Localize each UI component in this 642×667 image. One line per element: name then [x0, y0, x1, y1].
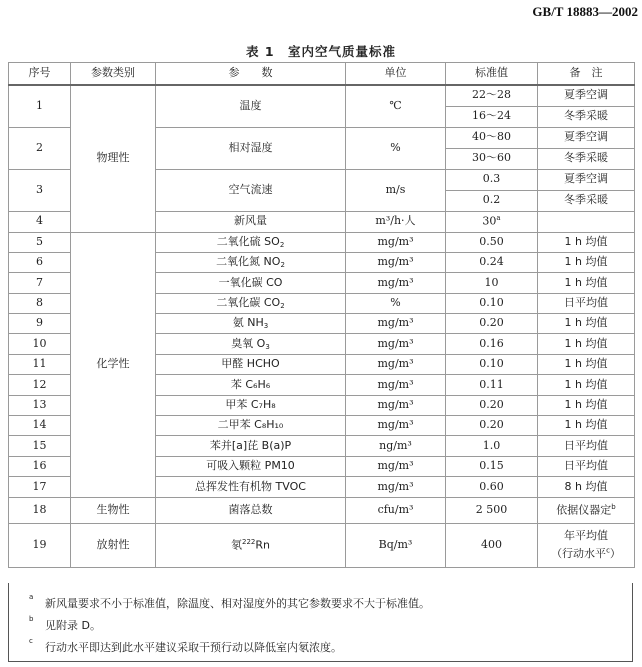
- param-cell: 氨 $NH_3$: [156, 314, 346, 334]
- category-chemical: 化学性: [71, 232, 156, 497]
- param-cell: 相对湿度: [156, 127, 346, 169]
- table-row: [9, 85, 635, 106]
- table-row: [9, 497, 635, 523]
- value-cell: 30$^a$: [446, 211, 538, 232]
- note-cell: 日平均值: [538, 456, 635, 476]
- col-header-unit: 单位: [346, 63, 446, 86]
- unit-cell: mg/m³: [346, 395, 446, 415]
- footnote-c: c 行动水平即达到此水平建议采取干预行动以降低室内氡浓度。: [29, 637, 342, 654]
- standard-code: GB/T 18883—2002: [532, 4, 638, 19]
- unit-cell: cfu/m³: [346, 497, 446, 523]
- unit-cell: Bq/m³: [346, 523, 446, 567]
- table-row: [9, 232, 635, 252]
- note-cell: 1 h 均值: [538, 334, 635, 354]
- note-cell: 冬季采暖: [538, 190, 635, 211]
- row-no: 17: [9, 477, 71, 497]
- unit-cell: mg/m³: [346, 252, 446, 272]
- value-cell: 0.3: [446, 169, 538, 190]
- unit-cell: mg/m³: [346, 375, 446, 395]
- category-biological: 生物性: [71, 497, 156, 523]
- param-cell: 二氧化氮 $NO_2$: [156, 252, 346, 272]
- row-no: 18: [9, 497, 71, 523]
- col-header-no: 序号: [9, 63, 71, 86]
- unit-cell: %: [346, 127, 446, 169]
- row-no: 1: [9, 85, 71, 127]
- value-cell: 0.20: [446, 416, 538, 436]
- note-cell: 1 h 均值: [538, 232, 635, 252]
- unit-cell: mg/m³: [346, 416, 446, 436]
- param-cell: 甲苯 C₇H₈: [156, 395, 346, 415]
- row-no: 15: [9, 436, 71, 456]
- col-header-remarks: 备 注: [538, 63, 635, 86]
- note-cell: 1 h 均值: [538, 314, 635, 334]
- param-cell: 总挥发性有机物 TVOC: [156, 477, 346, 497]
- param-cell: 一氧化碳 CO: [156, 273, 346, 293]
- col-header-category: 参数类别: [71, 63, 156, 86]
- value-cell: 0.20: [446, 314, 538, 334]
- unit-cell: %: [346, 293, 446, 313]
- param-cell: 菌落总数: [156, 497, 346, 523]
- param-cell: 可吸入颗粒 PM10: [156, 456, 346, 476]
- note-cell: 日平均值: [538, 436, 635, 456]
- note-cell: 8 h 均值: [538, 477, 635, 497]
- value-cell: 0.11: [446, 375, 538, 395]
- unit-cell: m/s: [346, 169, 446, 211]
- row-no: 9: [9, 314, 71, 334]
- footnotes: [8, 583, 633, 662]
- note-cell: 年平均值 （行动水平$^c$）: [538, 523, 635, 567]
- value-cell: 2 500: [446, 497, 538, 523]
- value-cell: 0.50: [446, 232, 538, 252]
- value-cell: 0.10: [446, 293, 538, 313]
- row-no: 19: [9, 523, 71, 567]
- param-cell: 氡$^{222}$Rn: [156, 523, 346, 567]
- indoor-air-quality-table: [8, 62, 635, 568]
- note-cell: 1 h 均值: [538, 273, 635, 293]
- row-no: 8: [9, 293, 71, 313]
- note-cell: 夏季空调: [538, 127, 635, 148]
- note-cell: 依据仪器定$^b$: [538, 497, 635, 523]
- row-no: 2: [9, 127, 71, 169]
- param-cell: 新风量: [156, 211, 346, 232]
- value-cell: 0.60: [446, 477, 538, 497]
- unit-cell: m³/h·人: [346, 211, 446, 232]
- param-cell: 二氧化硫 $SO_2$: [156, 232, 346, 252]
- note-cell: 1 h 均值: [538, 354, 635, 374]
- unit-cell: mg/m³: [346, 273, 446, 293]
- unit-cell: mg/m³: [346, 314, 446, 334]
- row-no: 3: [9, 169, 71, 211]
- value-cell: 1.0: [446, 436, 538, 456]
- value-cell: 40～80: [446, 127, 538, 148]
- note-cell: 1 h 均值: [538, 252, 635, 272]
- note-cell: [538, 211, 635, 232]
- note-cell: 1 h 均值: [538, 416, 635, 436]
- unit-cell: mg/m³: [346, 232, 446, 252]
- param-cell: 苯并[a]芘 B(a)P: [156, 436, 346, 456]
- note-cell: 夏季空调: [538, 85, 635, 106]
- unit-cell: mg/m³: [346, 334, 446, 354]
- row-no: 11: [9, 354, 71, 374]
- category-radioactive: 放射性: [71, 523, 156, 567]
- param-cell: 甲醛 HCHO: [156, 354, 346, 374]
- footnote-a: a 新风量要求不小于标准值，除温度、相对湿度外的其它参数要求不大于标准值。: [29, 593, 430, 610]
- row-no: 4: [9, 211, 71, 232]
- row-no: 14: [9, 416, 71, 436]
- note-cell: 夏季空调: [538, 169, 635, 190]
- value-cell: 10: [446, 273, 538, 293]
- value-cell: 0.16: [446, 334, 538, 354]
- value-cell: 0.15: [446, 456, 538, 476]
- row-no: 7: [9, 273, 71, 293]
- unit-cell: mg/m³: [346, 477, 446, 497]
- value-cell: 0.24: [446, 252, 538, 272]
- value-cell: 30～60: [446, 148, 538, 169]
- unit-cell: ng/m³: [346, 436, 446, 456]
- col-header-parameter: 参 数: [156, 63, 346, 86]
- row-no: 5: [9, 232, 71, 252]
- table-row: [9, 523, 635, 567]
- note-cell: 冬季采暖: [538, 106, 635, 127]
- value-cell: 0.20: [446, 395, 538, 415]
- value-cell: 16～24: [446, 106, 538, 127]
- unit-cell: mg/m³: [346, 354, 446, 374]
- param-cell: 苯 C₆H₆: [156, 375, 346, 395]
- category-physical: 物理性: [71, 85, 156, 232]
- param-cell: 二氧化碳 $CO_2$: [156, 293, 346, 313]
- footnote-b: b 见附录 D。: [29, 615, 101, 632]
- unit-cell: mg/m³: [346, 456, 446, 476]
- value-cell: 0.2: [446, 190, 538, 211]
- note-cell: 日平均值: [538, 293, 635, 313]
- param-cell: 空气流速: [156, 169, 346, 211]
- param-cell: 温度: [156, 85, 346, 127]
- note-cell: 冬季采暖: [538, 148, 635, 169]
- row-no: 12: [9, 375, 71, 395]
- col-header-standard-value: 标准值: [446, 63, 538, 86]
- row-no: 13: [9, 395, 71, 415]
- param-cell: 二甲苯 C₈H₁₀: [156, 416, 346, 436]
- note-cell: 1 h 均值: [538, 395, 635, 415]
- row-no: 10: [9, 334, 71, 354]
- value-cell: 0.10: [446, 354, 538, 374]
- value-cell: 22～28: [446, 85, 538, 106]
- note-cell: 1 h 均值: [538, 375, 635, 395]
- table-header-row: [9, 63, 635, 86]
- row-no: 16: [9, 456, 71, 476]
- param-cell: 臭氧 $O_3$: [156, 334, 346, 354]
- value-cell: 400: [446, 523, 538, 567]
- row-no: 6: [9, 252, 71, 272]
- table-caption: 表 1 室内空气质量标准: [245, 44, 397, 59]
- unit-cell: ℃: [346, 85, 446, 127]
